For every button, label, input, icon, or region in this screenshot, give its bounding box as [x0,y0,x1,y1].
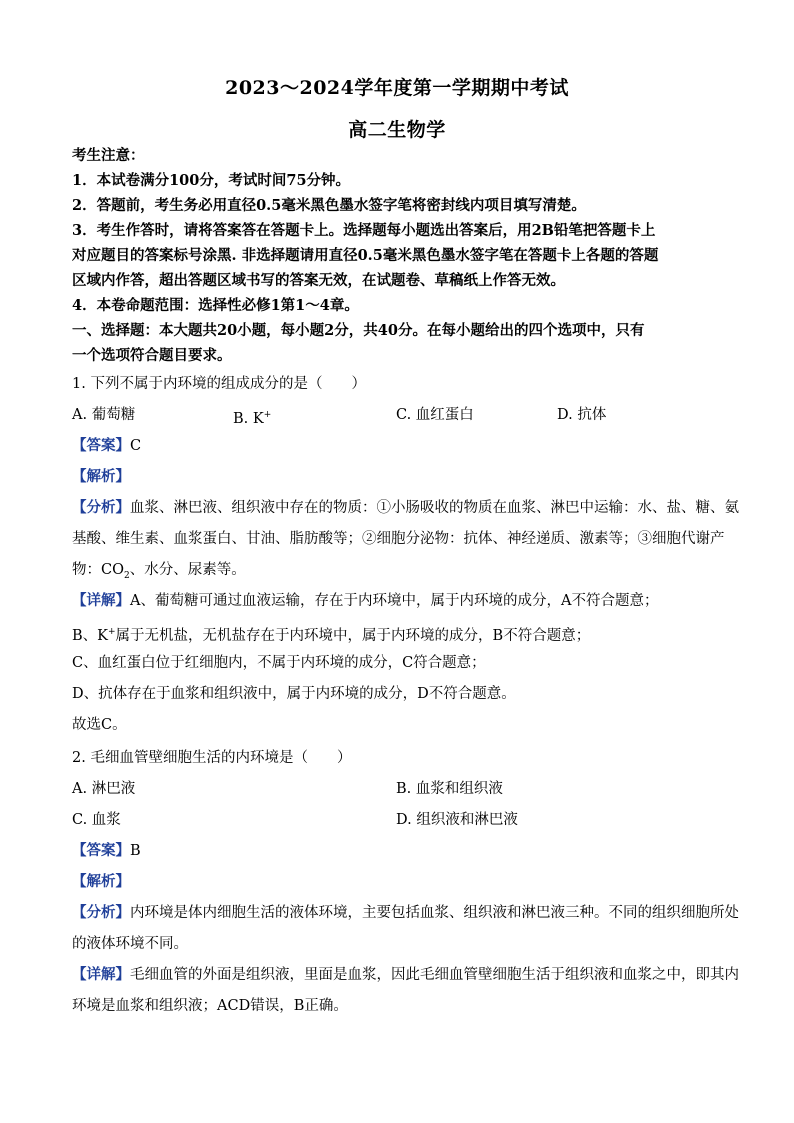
notice-item: 3．考生作答时，请将答案答在答题卡上。选择题每小题选出答案后，用2B铅笔把答题卡上 [72,222,656,239]
detail-text: 毛细血管的外面是组织液，里面是血浆，因此毛细血管壁细胞生活于组织液和血浆之中，即其内 [130,967,739,983]
detail-text: 属于无机盐，无机盐存在于内环境中，属于内环境的成分，B不符合题意； [115,627,591,644]
notice-item: 2．答题前，考生务必用直径0.5毫米黑色墨水签字笔将密封线内项目填写清楚。 [72,197,586,214]
q2-option-d: D. 组织液和淋巴液 [396,812,518,828]
section-heading-cont: 一个选项符合题目要求。 [72,347,232,364]
q1-option-d: D. 抗体 [557,407,607,423]
q1-detail-line: C、血红蛋白位于红细胞内，不属于内环境的成分，C符合题意； [72,655,486,671]
q1-detail-line: D、抗体存在于血浆和组织液中，属于内环境的成分，D不符合题意。 [72,686,516,702]
q2-detail-line: 环境是血浆和组织液；ACD错误，B正确。 [72,998,348,1014]
detail-tag: 【详解】 [72,592,130,609]
answer-value: C [130,438,142,454]
q1-conclusion: 故选C。 [72,717,127,733]
q2-fenxi-line: 的液体环境不同。 [72,936,188,952]
fenxi-text: 内环境是体内细胞生活的液体环境，主要包括血浆、组织液和淋巴液三种。不同的组织细胞所处 [130,905,739,921]
q1-analysis-heading [72,467,130,487]
subject-title: 高二生物学 [348,119,446,141]
q1-option-b-text: B. K [233,410,264,427]
q2-detail-line [72,965,739,985]
section-heading: 一、选择题：本大题共20小题，每小题2分，共40分。在每小题给出的四个选项中，只有 [72,322,645,339]
fenxi-subscript: 2 [123,570,130,581]
notice-heading: 考生注意： [72,147,145,164]
answer-tag: 【答案】 [72,842,130,859]
q1-stem: 1. 下列不属于内环境的组成成分的是（ ） [72,376,366,392]
fenxi-tag: 【分析】 [72,904,130,921]
notice-item: 1．本试卷满分100分，考试时间75分钟。 [72,172,351,189]
q2-analysis-heading [72,872,130,892]
q1-detail-line [72,591,658,611]
answer-tag: 【答案】 [72,437,130,454]
q1-fenxi-line [72,560,246,586]
fenxi-text: 、水分、尿素等。 [129,562,246,578]
notice-item: 区域内作答，超出答题区域书写的答案无效，在试题卷、草稿纸上作答无效。 [72,272,565,289]
page-title: 2023～2024学年度第一学期期中考试 [225,77,569,99]
q2-stem: 2. 毛细血管壁细胞生活的内环境是（ ） [72,750,352,766]
analysis-tag: 【解析】 [72,468,130,485]
fenxi-text: 血浆、淋巴液、组织液中存在的物质：①小肠吸收的物质在血浆、淋巴中运输：水、盐、糖、氨 [130,500,739,516]
q2-option-c: C. 血浆 [72,812,121,828]
fenxi-text: 物：CO [72,562,124,578]
analysis-tag: 【解析】 [72,873,130,890]
q1-option-b [233,405,271,429]
q1-option-b-sup: + [263,410,272,420]
q2-option-b: B. 血浆和组织液 [396,781,503,797]
notice-item: 对应题目的答案标号涂黑. 非选择题请用直径0.5毫米黑色墨水签字笔在答题卡上各题的答题 [72,247,659,264]
q2-fenxi-line [72,903,739,923]
q1-detail-line [72,622,590,646]
notice-item: 4．本卷命题范围：选择性必修1第1～4章。 [72,297,359,314]
q2-option-a: A. 淋巴液 [72,781,136,797]
q1-fenxi-line [72,498,739,518]
detail-text: B、K [72,627,108,644]
q1-option-c: C. 血红蛋白 [396,407,474,423]
q1-fenxi-line: 基酸、维生素、血浆蛋白、甘油、脂肪酸等；②细胞分泌物：抗体、神经递质、激素等；③细胞代谢产 [72,531,725,547]
detail-text: A、葡萄糖可通过血液运输，存在于内环境中，属于内环境的成分，A不符合题意； [130,593,659,609]
answer-value: B [130,843,141,859]
detail-superscript: + [108,627,116,637]
detail-tag: 【详解】 [72,966,130,983]
q1-answer [72,436,141,456]
fenxi-tag: 【分析】 [72,499,130,516]
q2-answer [72,841,141,861]
q1-option-a: A. 葡萄糖 [72,407,136,423]
